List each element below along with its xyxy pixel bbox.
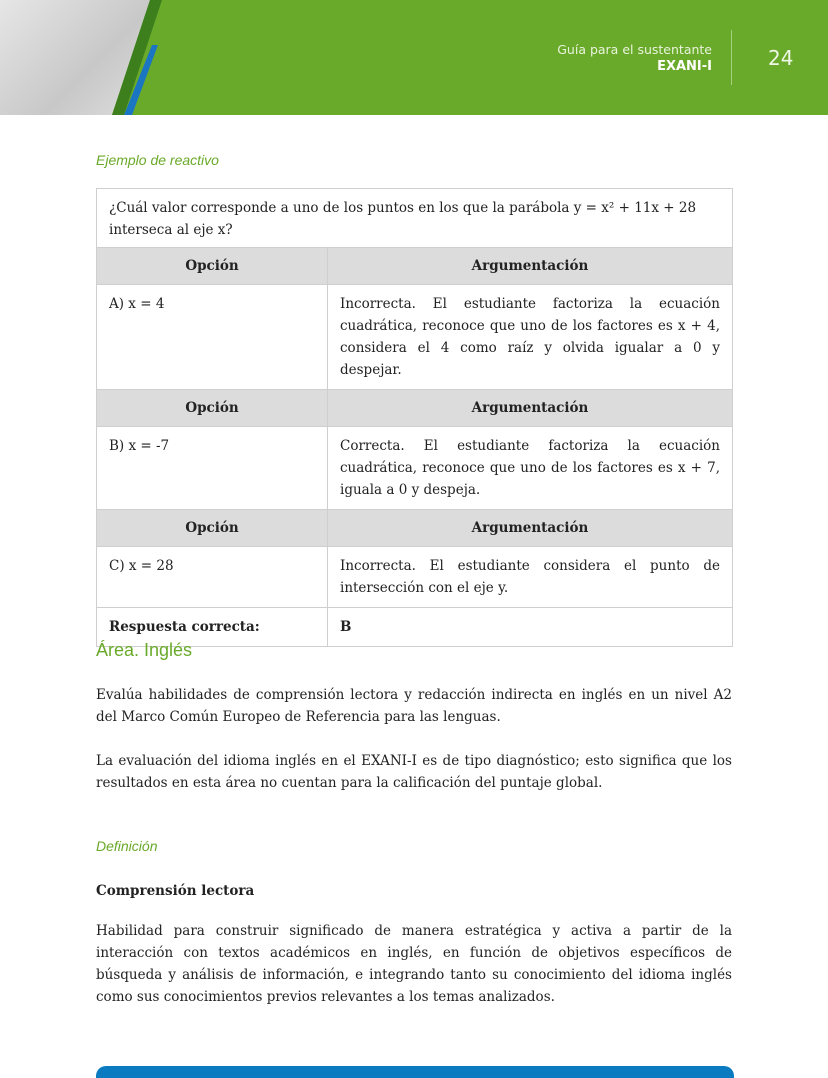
header-divider — [731, 30, 732, 85]
subheading: Comprensión lectora — [96, 883, 255, 899]
page-number: 24 — [768, 46, 794, 70]
example-label: Ejemplo de reactivo — [96, 152, 219, 168]
example-table — [96, 188, 733, 647]
header-title: EXANI-I — [657, 59, 712, 74]
option: B) x = -7 — [97, 427, 328, 510]
argument: Correcta. El estudiante factoriza la ecuación cuadrática, reconoce que uno de los factores es x + 7, iguala a 0 y despeja. — [328, 427, 733, 510]
answer: B — [328, 608, 733, 647]
definition-label: Definición — [96, 838, 158, 854]
paragraph: La evaluación del idioma inglés en el EXANI-I es de tipo diagnóstico; esto significa que los resultados en esta área no cuentan para la calificación del puntaje global. — [96, 753, 732, 791]
section-title: Área. Inglés — [96, 640, 193, 660]
paragraph: Evalúa habilidades de comprensión lectora y redacción indirecta en inglés en un nivel A2 del Marco Común Europeo de Referencia para las lenguas. — [96, 687, 732, 725]
header-option: Opción — [97, 510, 328, 547]
answer-label: Respuesta correcta: — [97, 608, 328, 647]
option: A) x = 4 — [97, 285, 328, 390]
table-row — [97, 427, 733, 510]
option: C) x = 28 — [97, 547, 328, 608]
footer-bar — [96, 1066, 734, 1078]
argument: Incorrecta. El estudiante factoriza la ecuación cuadrática, reconoce que uno de los factores es x + 4, considera el 4 como raíz y olvida igualar a 0 y despejar. — [328, 285, 733, 390]
table-row — [97, 547, 733, 608]
header-argument: Argumentación — [328, 390, 733, 427]
question: ¿Cuál valor corresponde a uno de los puntos en los que la parábola y = x² + 11x + 28 interseca al eje x? — [97, 189, 733, 248]
header-option: Opción — [97, 248, 328, 285]
argument: Incorrecta. El estudiante considera el punto de intersección con el eje y. — [328, 547, 733, 608]
header-subtitle: Guía para el sustentante — [557, 42, 712, 57]
header-argument: Argumentación — [328, 510, 733, 547]
header-argument: Argumentación — [328, 248, 733, 285]
paragraph: Habilidad para construir significado de manera estratégica y activa a partir de la interacción con textos académicos en inglés, en función de objetivos específicos de búsqueda y análisis de información, e integrando tanto su conocimiento del idioma inglés como sus conocimientos previos relevantes a los temas analizados. — [96, 923, 732, 1005]
table-row — [97, 285, 733, 390]
header-option: Opción — [97, 390, 328, 427]
